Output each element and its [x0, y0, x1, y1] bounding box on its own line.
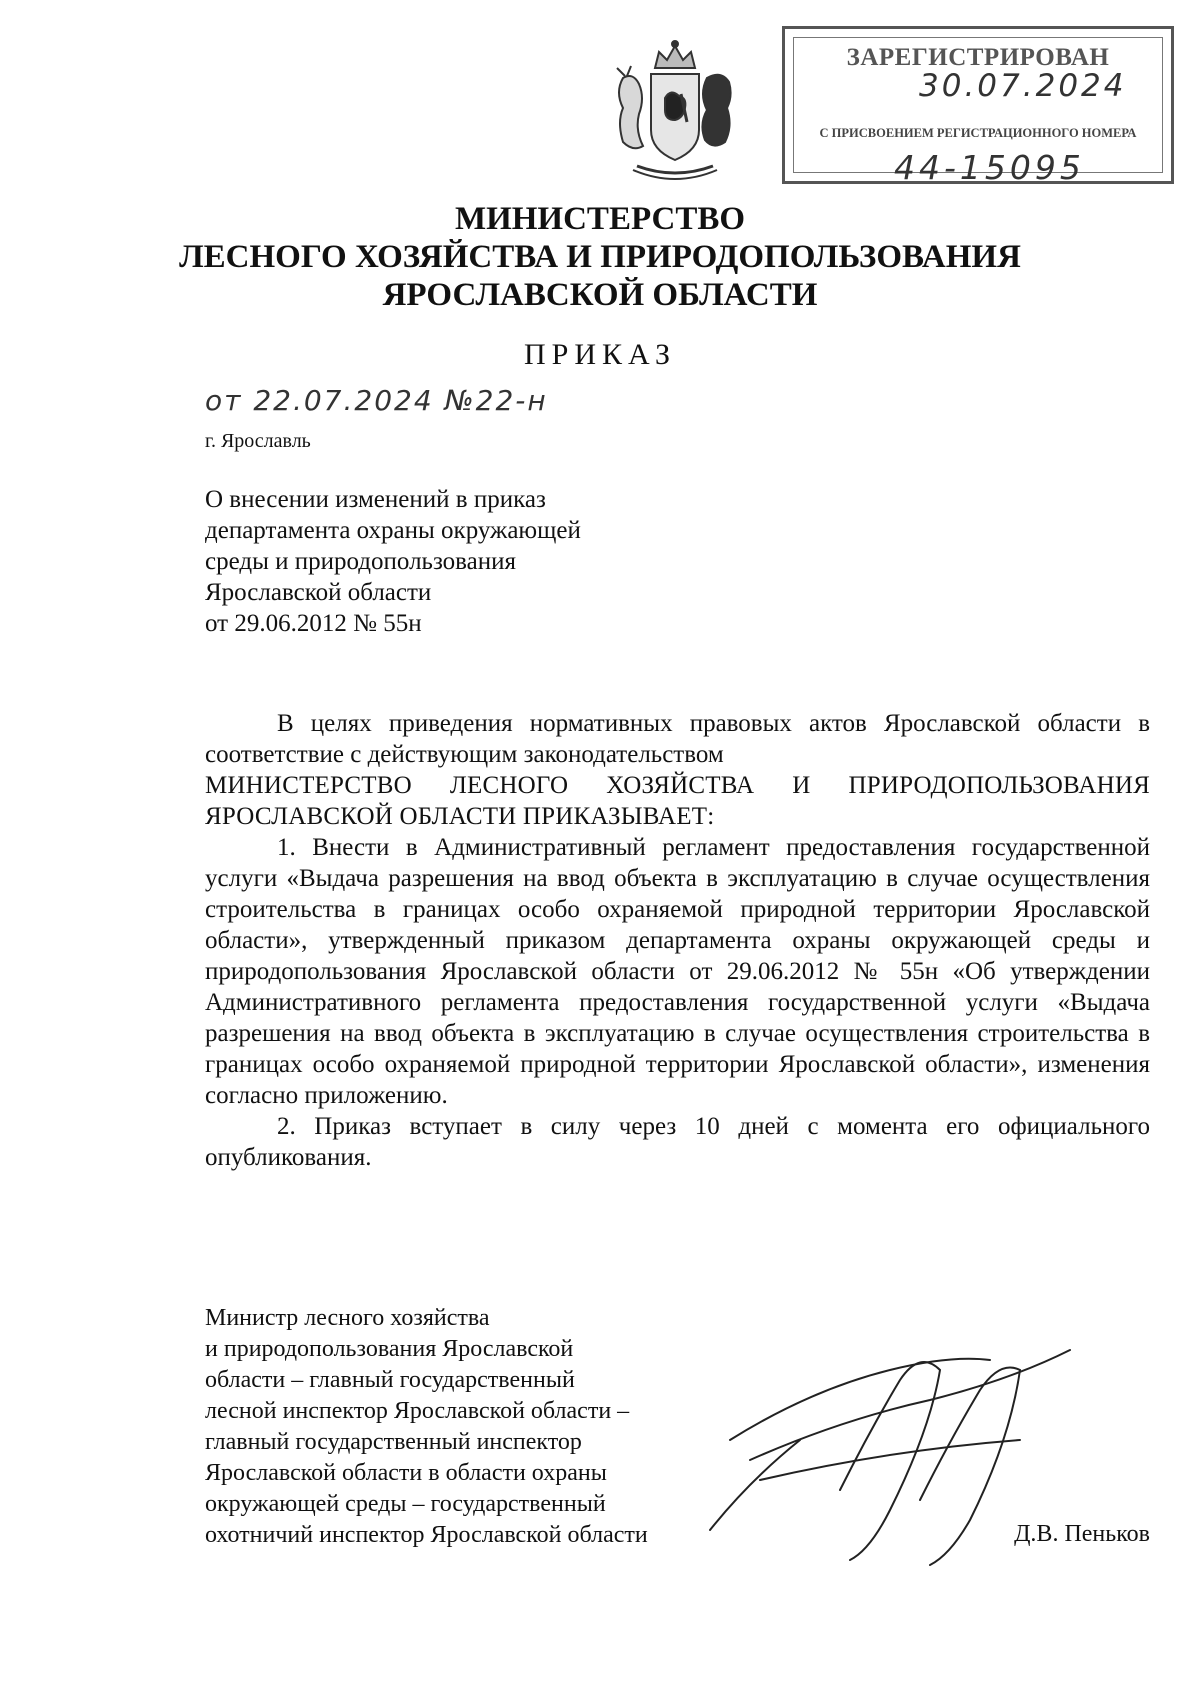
ministry-line-2: ЛЕСНОГО ХОЗЯЙСТВА И ПРИРОДОПОЛЬЗОВАНИЯ — [179, 239, 1021, 275]
subject-line-4: Ярославской области — [205, 579, 432, 606]
document-type-title: ПРИКАЗ — [524, 338, 676, 371]
coat-of-arms-emblem — [607, 38, 743, 188]
orders-line-2: ЯРОСЛАВСКОЙ ОБЛАСТИ ПРИКАЗЫВАЕТ: — [205, 803, 715, 830]
position-line-2: и природопользования Ярославской — [205, 1336, 574, 1362]
signer-position — [205, 1303, 648, 1551]
ministry-line-3: ЯРОСЛАВСКОЙ ОБЛАСТИ — [382, 277, 818, 313]
city-label: г. Ярославль — [205, 430, 311, 452]
ministry-line-1: МИНИСТЕРСТВО — [454, 201, 746, 237]
stamp-registered-label: ЗАРЕГИСТРИРОВАН — [846, 44, 1110, 71]
item-2-paragraph: 2. Приказ вступает в силу через 10 дней с момента его официального опубликования. — [205, 1113, 1150, 1171]
orders-line-1: МИНИСТЕРСТВО ЛЕСНОГО ХОЗЯЙСТВА И ПРИРОДОПОЛЬЗОВАНИЯ — [205, 772, 1150, 799]
order-date-number: от 22.07.2024 №22-н — [205, 384, 548, 417]
stamp-registration-number: 44-15095 — [894, 148, 1085, 187]
preamble-paragraph: В целях приведения нормативных правовых актов Ярославской области в соответствие с действующим законодательством — [205, 710, 1150, 768]
position-line-1: Министр лесного хозяйства — [205, 1305, 490, 1331]
ministry-heading — [0, 200, 1200, 314]
registration-stamp — [782, 26, 1174, 187]
position-line-4: лесной инспектор Ярославской области – — [205, 1398, 630, 1424]
subject-line-1: О внесении изменений в приказ — [205, 486, 546, 513]
stamp-inner-frame — [793, 37, 1163, 187]
position-line-3: области – главный государственный — [205, 1367, 575, 1393]
signer-name: Д.В. Пеньков — [1014, 1521, 1150, 1547]
order-body — [205, 708, 1150, 1173]
stamp-registration-date: 30.07.2024 — [919, 68, 1127, 104]
item-1-paragraph: 1. Внести в Административный регламент предоставления государственной услуги «Выдача разрешения на ввод объекта в эксплуатацию в случае осуществления строительства в границах особо охраняемой природной территории Ярославской области», утвержденный приказом департамента охраны окружающей среды и природопользования Ярославской области от 29.06.2012 № 55н «Об утверждении Административного регламента предоставления государственной услуги «Выдача разрешения на ввод объекта в эксплуатацию в случае осуществления строительства в границах особо охраняемой природной территории Ярославской области», изменения согласно приложению. — [205, 834, 1150, 1109]
subject-line-3: среды и природопользования — [205, 548, 516, 575]
stamp-number-label: С ПРИСВОЕНИЕМ РЕГИСТРАЦИОННОГО НОМЕРА — [819, 126, 1137, 140]
position-line-7: окружающей среды – государственный — [205, 1491, 606, 1517]
position-line-6: Ярославской области в области охраны — [205, 1460, 607, 1486]
position-line-5: главный государственный инспектор — [205, 1429, 582, 1455]
position-line-8: охотничий инспектор Ярославской области — [205, 1522, 648, 1548]
order-subject — [205, 484, 581, 639]
subject-line-5: от 29.06.2012 № 55н — [205, 610, 422, 637]
subject-line-2: департамента охраны окружающей — [205, 517, 581, 544]
